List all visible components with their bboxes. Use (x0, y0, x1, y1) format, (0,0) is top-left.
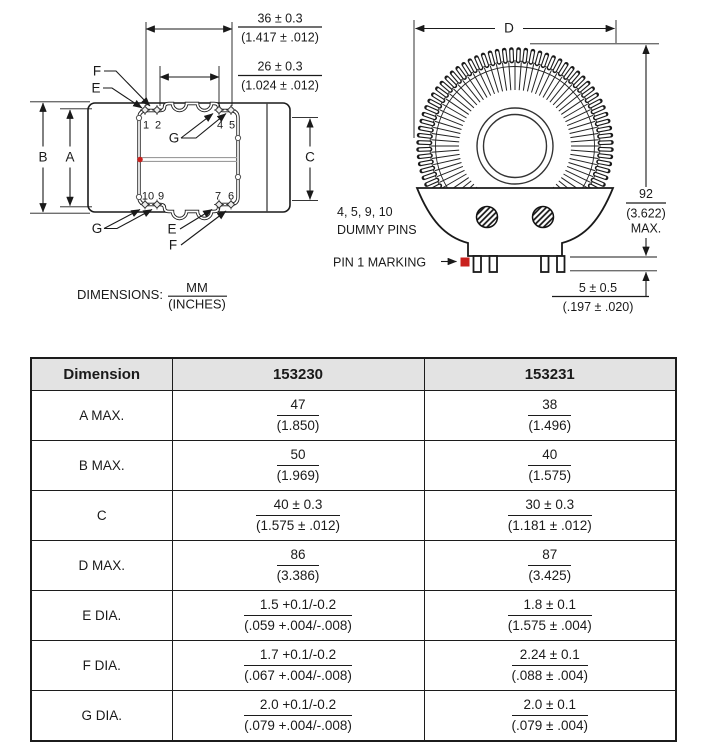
pin-1: 1 (142, 119, 150, 132)
dimension-cell: A MAX. (31, 391, 172, 441)
mm-inch-fraction (277, 446, 320, 484)
dim-b-label: B (38, 149, 48, 165)
inch-value: (.059 +.004/-.008) (244, 618, 352, 633)
inch-value: (1.575 ± .012) (256, 518, 340, 533)
mm-inch-fraction (512, 696, 588, 734)
pin1-marking-note: PIN 1 MARKING (333, 255, 427, 270)
label-f-bottom: F (168, 237, 178, 253)
dim-36-mm: 36 ± 0.3 (257, 11, 303, 26)
header-153230: 153230 (172, 358, 424, 391)
dim-26-inch: (1.024 ± .012) (241, 78, 319, 93)
inch-value: (3.386) (276, 568, 320, 583)
dimension-cell: G DIA. (31, 691, 172, 742)
dim-a-label: A (65, 149, 75, 165)
mm-inch-fraction (256, 496, 340, 534)
mm-value: 2.0 ± 0.1 (512, 696, 588, 716)
inch-value: (1.575) (528, 468, 572, 483)
table-row (31, 691, 676, 742)
mm-inch-fraction (528, 396, 571, 434)
inch-value: (1.969) (276, 468, 320, 483)
mm-inch-fraction (508, 596, 592, 634)
value-cell (424, 641, 676, 691)
mm-value: 40 (528, 446, 571, 466)
units-label: DIMENSIONS: (77, 287, 163, 302)
table-row (31, 541, 676, 591)
mounting-base (417, 188, 613, 256)
label-g-top: G (168, 130, 180, 146)
dim-92-mm: 92 (639, 187, 653, 201)
dim-c-label: C (305, 149, 315, 165)
dimension-table (30, 357, 677, 742)
mm-inch-fraction (244, 646, 352, 684)
inch-value: (.088 ± .004) (511, 668, 588, 683)
value-cell (172, 441, 424, 491)
table-row (31, 491, 676, 541)
dummy-pins-note-line1: 4, 5, 9, 10 (337, 205, 393, 219)
inch-value: (3.425) (528, 568, 572, 583)
inch-value: (1.496) (528, 418, 572, 433)
terminal-pins (474, 256, 565, 272)
inch-value: (.067 +.004/-.008) (244, 668, 352, 683)
dim-5-inch: (.197 ± .020) (562, 300, 634, 314)
mm-value: 86 (277, 546, 320, 566)
label-e-bottom: E (167, 221, 177, 237)
units-inches: (INCHES) (168, 296, 226, 312)
technical-drawings (0, 0, 714, 348)
mm-value: 38 (528, 396, 571, 416)
mm-value: 1.8 ± 0.1 (508, 596, 592, 616)
header-153231: 153231 (424, 358, 676, 391)
mm-inch-fraction (277, 396, 320, 434)
mm-inch-fraction (508, 496, 592, 534)
pin-10: 10 (141, 190, 155, 203)
units-mm: MM (186, 280, 208, 295)
screw-right (533, 207, 554, 228)
value-cell (424, 691, 676, 742)
value-cell (424, 491, 676, 541)
dimension-cell: B MAX. (31, 441, 172, 491)
value-cell (172, 591, 424, 641)
mm-value: 50 (277, 446, 320, 466)
toroid-center-fill (467, 98, 563, 194)
table-row (31, 441, 676, 491)
mm-inch-fraction (512, 646, 588, 684)
table-body (31, 391, 676, 742)
inch-value: (1.575 ± .004) (507, 618, 592, 633)
inch-value: (1.181 ± .012) (507, 518, 592, 533)
mm-inch-fraction (528, 446, 571, 484)
inch-value: (1.850) (276, 418, 320, 433)
mm-inch-fraction (244, 596, 352, 634)
header-dimension: Dimension (31, 358, 172, 391)
mm-value: 30 ± 0.3 (508, 496, 592, 516)
pin-7: 7 (214, 190, 222, 203)
mm-inch-fraction (528, 546, 571, 584)
dim-d-label: D (504, 20, 514, 36)
pin-6: 6 (227, 190, 235, 203)
pin1-marking-square (461, 258, 470, 267)
dim-26-mm: 26 ± 0.3 (257, 59, 303, 74)
pin-2: 2 (154, 119, 162, 132)
value-cell (172, 391, 424, 441)
toroid-front-view-drawing (333, 20, 666, 314)
table-header-row (31, 358, 676, 391)
mm-inch-fraction (244, 696, 352, 734)
mm-value: 87 (528, 546, 571, 566)
dimension-cell: C (31, 491, 172, 541)
screw-left (477, 207, 498, 228)
value-cell (424, 391, 676, 441)
dim-36-inch: (1.417 ± .012) (241, 30, 319, 45)
value-cell (172, 491, 424, 541)
value-cell (172, 541, 424, 591)
dim-92-inch: (3.622) (626, 206, 666, 221)
dimension-cell: F DIA. (31, 641, 172, 691)
mm-value: 2.0 +0.1/-0.2 (244, 696, 352, 716)
mm-value: 2.24 ± 0.1 (512, 646, 588, 666)
dummy-pins-note-line2: DUMMY PINS (337, 223, 417, 237)
mm-value: 40 ± 0.3 (256, 496, 340, 516)
mm-value: 47 (277, 396, 320, 416)
dimension-cell: D MAX. (31, 541, 172, 591)
pin-4: 4 (216, 119, 224, 132)
case-top-view-drawing (30, 12, 322, 312)
datum-red-dot (137, 157, 143, 163)
pin-9: 9 (157, 190, 165, 203)
mm-value: 1.7 +0.1/-0.2 (244, 646, 352, 666)
label-f-top: F (92, 63, 102, 79)
inch-value: (.079 ± .004) (511, 718, 588, 733)
value-cell (172, 691, 424, 742)
table-row (31, 641, 676, 691)
dim-5-mm: 5 ± 0.5 (578, 281, 618, 295)
table-row (31, 391, 676, 441)
pin-5: 5 (228, 119, 236, 132)
mm-inch-fraction (277, 546, 320, 584)
dim-92-max: MAX. (630, 221, 662, 236)
inch-value: (.079 +.004/-.008) (244, 718, 352, 733)
value-cell (424, 441, 676, 491)
table-row (31, 591, 676, 641)
value-cell (424, 591, 676, 641)
value-cell (172, 641, 424, 691)
label-g-bottom: G (91, 221, 103, 236)
dimension-cell: E DIA. (31, 591, 172, 641)
label-e-top: E (91, 80, 101, 96)
value-cell (424, 541, 676, 591)
mm-value: 1.5 +0.1/-0.2 (244, 596, 352, 616)
